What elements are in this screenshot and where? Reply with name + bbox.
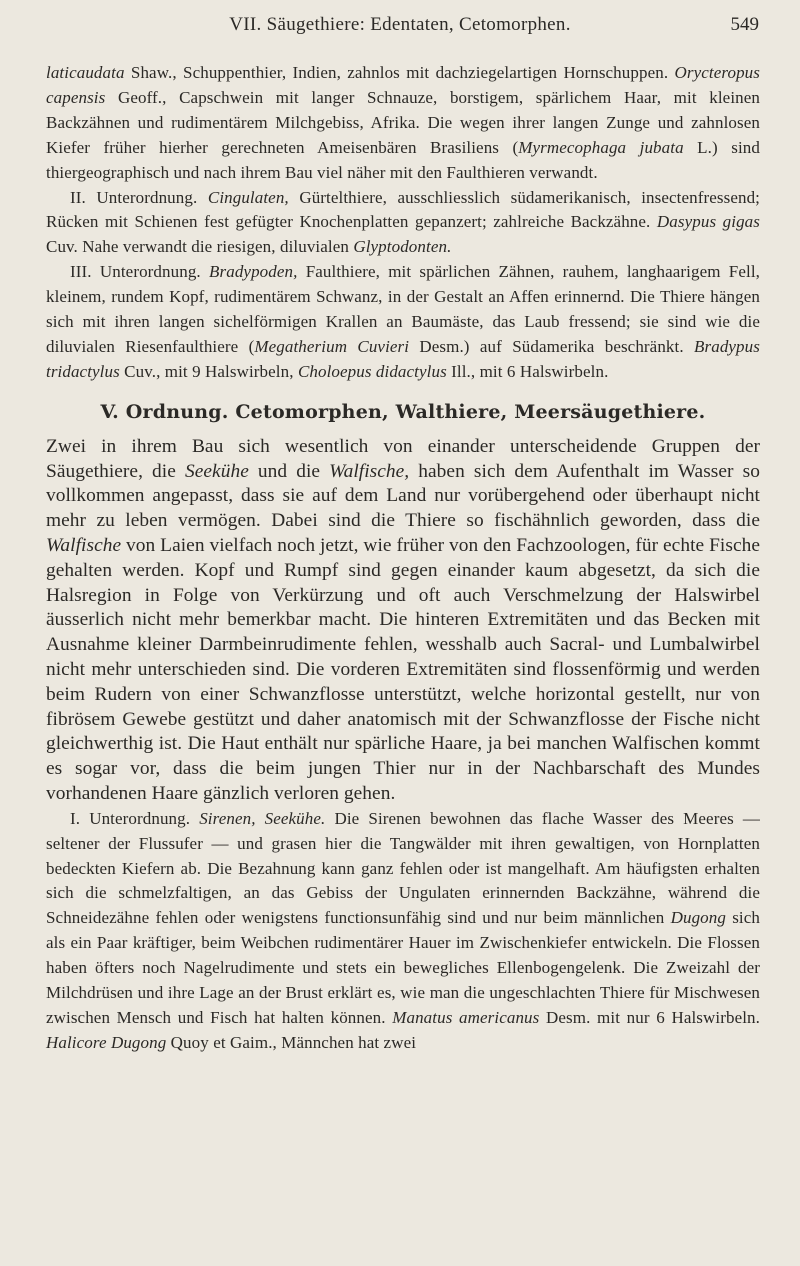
taxon-name: Halicore Dugong — [46, 1032, 167, 1052]
suborder-cingulata-paragraph — [46, 186, 760, 261]
text-run: III. Unterordnung. — [70, 262, 210, 282]
section-heading: V. Ordnung. Cetomorphen, Walthiere, Meersäugethiere. — [100, 400, 706, 423]
text-run: Geoff., Capschwein mit langer Schnauze, borstigem, spärlichem Haar, mit kleinen Backzähnen und rudimentärem Milchgebiss, Afrika. Die wegen ihrer langen Zunge und zahnlosen Kiefer früher hierher gerechneten Ameisenbären Brasiliens ( — [46, 87, 760, 157]
suborder-bradypoda-paragraph — [46, 260, 760, 385]
taxon-name: laticaudata — [46, 63, 125, 82]
taxon-name: Orycteropus capensis — [46, 63, 760, 107]
taxon-name: Cingulaten, — [207, 187, 289, 207]
text-run: Gürtelthiere, ausschliesslich südamerikanisch, insectenfressend; Rücken mit Schienen fest gefügter Knochenplatten gepanzert; zahlreiche Backzähne. — [46, 187, 760, 232]
main-paragraph — [46, 435, 760, 807]
text-run: Ill., mit 6 Halswirbeln. — [446, 361, 609, 381]
taxon-name: Myrmecophaga jubata — [518, 137, 684, 157]
taxon-name: Megatherium Cuvieri — [254, 336, 410, 356]
running-title: VII. Säugethiere: Edentaten, Cetomorphen. — [229, 14, 571, 35]
intro-paragraph — [46, 61, 760, 186]
running-header — [0, 14, 800, 54]
suborder-sirenia-paragraph — [46, 807, 760, 1056]
emphasis: Walfische — [46, 534, 122, 556]
text-run: Zwei in ihrem Bau sich wesentlich von einander unterscheidende Gruppen der Säugethiere, die — [46, 435, 760, 482]
page-number: 549 — [730, 14, 759, 35]
text-run: Desm.) auf Südamerika beschränkt. — [409, 336, 695, 356]
taxon-name: Bradypoden, — [209, 262, 298, 282]
taxon-name: Manatus americanus — [392, 1007, 540, 1027]
taxon-name: Dugong — [670, 908, 726, 928]
text-run: Cuv. Nahe verwandt die riesigen, diluvialen — [46, 237, 354, 257]
text-run: Quoy et Gaim., Männchen hat zwei — [166, 1032, 417, 1052]
text-run: haben sich dem Aufenthalt im Wasser so vollkommen angepasst, dass sie auf dem Land nur vorübergehend oder überhaupt nicht mehr zu leben vermögen. Dabei sind die Thiere so fischähnlich geworden, dass die — [46, 460, 760, 532]
taxon-name: Dasypus gigas — [656, 212, 760, 232]
text-run: sich als ein Paar kräftiger, beim Weibchen rudimentärer Hauer im Zwischenkiefer entwickeln. Die Flossen haben öfters noch Nagelrudimente und stets ein bewegliches Ellenbogengelenk. Die Zweizahl der Milchdrüsen und ihre Lage an der Brust erklärt es, wie man die ungeschlachten Thiere für Mischwesen zwischen Mensch und Fisch hat halten können. — [46, 908, 760, 1027]
taxon-name: Choloepus didactylus — [297, 361, 447, 381]
text-run: L.) sind thiergeographisch und nach ihrem Bau viel näher mit den Faulthieren verwandt. — [46, 137, 760, 182]
text-run: Cuv., mit 9 Halswirbeln, — [119, 361, 298, 381]
page-body — [46, 61, 760, 1056]
taxon-name: Sirenen, Seekühe. — [199, 808, 326, 828]
taxon-name: Bradypus tridactylus — [46, 336, 760, 381]
text-run: und die — [248, 460, 330, 482]
taxon-name: Glyptodonten. — [353, 237, 452, 257]
text-run: Desm. mit nur 6 Halswirbeln. — [539, 1007, 761, 1027]
text-run: Die Sirenen bewohnen das flache Wasser des Meeres — seltener der Flussufer — und grasen hier die Tangwälder mit ihren gewaltigen, von Hornplatten bedeckten Kiefern ab. Die Bezahnung kann ganz fehlen oder ist mangelhaft. Am häufigsten erhalten sich die schmelzfaltigen, an das Gebiss der Ungulaten erinnernden Backzähne, während die Schneidezähne fehlen oder wenigstens functionsunfähig sind und nur beim männlichen — [46, 808, 760, 928]
text-run: von Laien vielfach noch jetzt, wie früher von den Fachzoologen, für echte Fische gehalten werden. Kopf und Rumpf sind gegen einander kaum abgesetzt, da sich die Halsregion in Folge von Verkürzung und oft auch Verschmelzung der Halswirbel äusserlich nicht mehr bemerkbar macht. Die hinteren Extremitäten und das Becken mit Ausnahme kleiner Darmbeinrudimente fehlen, wesshalb auch Sacral- und Lumbalwirbel nicht mehr unterschieden sind. Die vorderen Extremitäten sind flossenförmig und werden beim Rudern von einer Schwanzflosse unterstützt, welche horizontal gestellt, nur von fibrösem Gewebe gestützt und daher anatomisch mit der Schwanzflosse der Fische nicht gleichwerthig ist. Die Haut enthält nur spärliche Haare, ja bei manchen Walfischen kommt es sogar vor, dass die beim jungen Thier nur in der Nachbarschaft des Mundes vorhandenen Haare gänzlich verloren gehen. — [46, 534, 760, 804]
emphasis: Walfische, — [329, 460, 410, 482]
text-run: II. Unterordnung. — [70, 187, 208, 207]
text-run: I. Unterordnung. — [70, 808, 200, 828]
text-run: Shaw., Schuppenthier, Indien, zahnlos mit dachziegelartigen Hornschuppen. — [124, 63, 675, 82]
emphasis: Seekühe — [184, 460, 249, 482]
text-run: Faulthiere, mit spärlichen Zähnen, rauhem, langhaarigem Fell, kleinem, rundem Kopf, rudimentärem Schwanz, in der Gestalt an Affen erinnernd. Die Thiere hängen sich mit ihren langen sichelförmigen Krallen an Baumäste, das Laub fressend; sie sind wie die diluvialen Riesenfaulthiere ( — [46, 262, 760, 356]
